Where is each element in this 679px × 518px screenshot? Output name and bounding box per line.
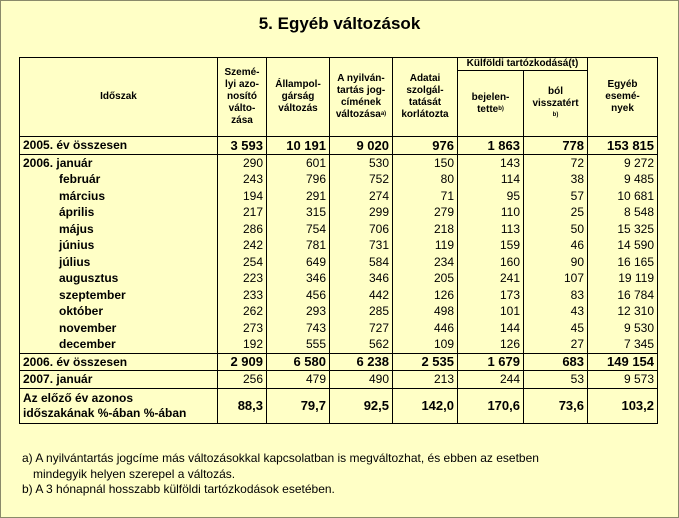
cell: 142,0: [393, 388, 458, 423]
cell: 9 272: [588, 154, 658, 171]
table-row-percent: [20, 388, 658, 423]
row-label: 2006. év összesen: [20, 353, 218, 371]
cell: 796: [267, 171, 330, 188]
header-jogcim: A nyilván- tartás jog- címének változása$^{a)}$: [330, 58, 393, 137]
cell: 173: [458, 287, 524, 304]
cell: 346: [267, 270, 330, 287]
cell: 149 154: [588, 353, 658, 371]
cell: 706: [330, 221, 393, 238]
row-label: május: [20, 221, 218, 238]
cell: 498: [393, 303, 458, 320]
table-row: [20, 371, 658, 389]
cell: 743: [267, 320, 330, 337]
cell: 299: [330, 204, 393, 221]
cell: 9 020: [330, 137, 393, 155]
cell: 649: [267, 254, 330, 271]
cell: 446: [393, 320, 458, 337]
cell: 233: [218, 287, 267, 304]
cell: 144: [458, 320, 524, 337]
cell: 6 238: [330, 353, 393, 371]
row-label: augusztus: [20, 270, 218, 287]
cell: 38: [524, 171, 588, 188]
row-label: 2007. január: [20, 371, 218, 389]
cell: 279: [393, 204, 458, 221]
cell: 71: [393, 188, 458, 205]
cell: 584: [330, 254, 393, 271]
row-label: október: [20, 303, 218, 320]
cell: 109: [393, 336, 458, 353]
cell: 126: [458, 336, 524, 353]
cell: 754: [267, 221, 330, 238]
cell: 101: [458, 303, 524, 320]
cell: 16 165: [588, 254, 658, 271]
cell: 153 815: [588, 137, 658, 155]
cell: 150: [393, 154, 458, 171]
cell: 159: [458, 237, 524, 254]
page-title: 5. Egyéb változások: [258, 14, 421, 33]
cell: 256: [218, 371, 267, 389]
cell: 3 593: [218, 137, 267, 155]
cell: 107: [524, 270, 588, 287]
cell: 254: [218, 254, 267, 271]
cell: 57: [524, 188, 588, 205]
cell: 9 485: [588, 171, 658, 188]
cell: 8 548: [588, 204, 658, 221]
cell: 160: [458, 254, 524, 271]
table-row: [20, 287, 658, 304]
cell: 46: [524, 237, 588, 254]
cell: 83: [524, 287, 588, 304]
row-label: 2006. január: [20, 154, 218, 171]
cell: 6 580: [267, 353, 330, 371]
header-bejelentette: bejelen- tette$^{b)}$: [458, 71, 524, 137]
cell: 285: [330, 303, 393, 320]
cell: 45: [524, 320, 588, 337]
cell: 601: [267, 154, 330, 171]
cell: 126: [393, 287, 458, 304]
footnote-a-continued: mindegyik helyen szerepel a változás.: [33, 466, 236, 481]
cell: 103,2: [588, 388, 658, 423]
cell: 234: [393, 254, 458, 271]
cell: 218: [393, 221, 458, 238]
cell: 1 863: [458, 137, 524, 155]
cell: 291: [267, 188, 330, 205]
cell: 555: [267, 336, 330, 353]
table-row: [20, 303, 658, 320]
table-row: [20, 154, 658, 171]
cell: 43: [524, 303, 588, 320]
cell: 53: [524, 371, 588, 389]
cell: 244: [458, 371, 524, 389]
cell: 286: [218, 221, 267, 238]
header-period: Időszak: [20, 58, 218, 137]
footnotes: [22, 451, 662, 498]
header-kulfoldi: Külföldi tartózkodásá(t): [458, 58, 588, 71]
cell: 19 119: [588, 270, 658, 287]
cell: 192: [218, 336, 267, 353]
cell: 113: [458, 221, 524, 238]
row-label: április: [20, 204, 218, 221]
cell: 241: [458, 270, 524, 287]
cell: 73,6: [524, 388, 588, 423]
cell: 562: [330, 336, 393, 353]
table-row: [20, 188, 658, 205]
row-label: szeptember: [20, 287, 218, 304]
cell: 213: [393, 371, 458, 389]
table-row: [20, 171, 658, 188]
header-visszatert: ból visszatért $^{b)}$: [524, 71, 588, 137]
cell: 90: [524, 254, 588, 271]
cell: 143: [458, 154, 524, 171]
row-label: július: [20, 254, 218, 271]
row-label: június: [20, 237, 218, 254]
cell: 530: [330, 154, 393, 171]
table-row: [20, 336, 658, 353]
cell: 25: [524, 204, 588, 221]
table-row: [20, 254, 658, 271]
cell: 2 535: [393, 353, 458, 371]
cell: 346: [330, 270, 393, 287]
cell: 243: [218, 171, 267, 188]
row-label: Az előző év azonos időszakának %-ában %-ában: [20, 388, 218, 423]
cell: 119: [393, 237, 458, 254]
cell: 110: [458, 204, 524, 221]
cell: 683: [524, 353, 588, 371]
cell: 727: [330, 320, 393, 337]
cell: 16 784: [588, 287, 658, 304]
cell: 217: [218, 204, 267, 221]
cell: 315: [267, 204, 330, 221]
cell: 223: [218, 270, 267, 287]
cell: 456: [267, 287, 330, 304]
cell: 7 345: [588, 336, 658, 353]
row-label: március: [20, 188, 218, 205]
table-row: [20, 204, 658, 221]
header-szemelyi: Szemé- lyi azo- nosító válto- zása: [218, 58, 267, 137]
header-egyeb: Egyéb esemé- nyek: [588, 58, 658, 137]
footnote-b: b) A 3 hónapnál hosszabb külföldi tartózkodások esetében.: [22, 482, 335, 496]
cell: 50: [524, 221, 588, 238]
cell: 72: [524, 154, 588, 171]
cell: 442: [330, 287, 393, 304]
cell: 9 530: [588, 320, 658, 337]
cell: 10 681: [588, 188, 658, 205]
row-label: november: [20, 320, 218, 337]
row-label: 2005. év összesen: [20, 137, 218, 155]
cell: 170,6: [458, 388, 524, 423]
cell: 273: [218, 320, 267, 337]
cell: 290: [218, 154, 267, 171]
cell: 15 325: [588, 221, 658, 238]
table-row: [20, 353, 658, 371]
cell: 194: [218, 188, 267, 205]
cell: 114: [458, 171, 524, 188]
cell: 293: [267, 303, 330, 320]
table-row: [20, 137, 658, 155]
cell: 88,3: [218, 388, 267, 423]
row-label: december: [20, 336, 218, 353]
cell: 14 590: [588, 237, 658, 254]
cell: 490: [330, 371, 393, 389]
cell: 27: [524, 336, 588, 353]
cell: 274: [330, 188, 393, 205]
table-row: [20, 270, 658, 287]
cell: 2 909: [218, 353, 267, 371]
footnote-a: a) A nyilvántartás jogcíme más változásokkal kapcsolatban is megváltozhat, és ebben az esetben: [22, 451, 539, 465]
cell: 778: [524, 137, 588, 155]
cell: 242: [218, 237, 267, 254]
cell: 205: [393, 270, 458, 287]
cell: 781: [267, 237, 330, 254]
cell: 10 191: [267, 137, 330, 155]
cell: 752: [330, 171, 393, 188]
cell: 80: [393, 171, 458, 188]
table-row: [20, 237, 658, 254]
cell: 12 310: [588, 303, 658, 320]
header-adatai: Adatai szolgál- tatását korlátozta: [393, 58, 458, 137]
cell: 1 679: [458, 353, 524, 371]
cell: 262: [218, 303, 267, 320]
table-row: [20, 320, 658, 337]
cell: 479: [267, 371, 330, 389]
header-allampolgarsag: Állampol- gárság változás: [267, 58, 330, 137]
cell: 9 573: [588, 371, 658, 389]
data-table: [19, 57, 658, 424]
cell: 95: [458, 188, 524, 205]
cell: 976: [393, 137, 458, 155]
cell: 92,5: [330, 388, 393, 423]
table-row: [20, 221, 658, 238]
cell: 79,7: [267, 388, 330, 423]
row-label: február: [20, 171, 218, 188]
cell: 731: [330, 237, 393, 254]
